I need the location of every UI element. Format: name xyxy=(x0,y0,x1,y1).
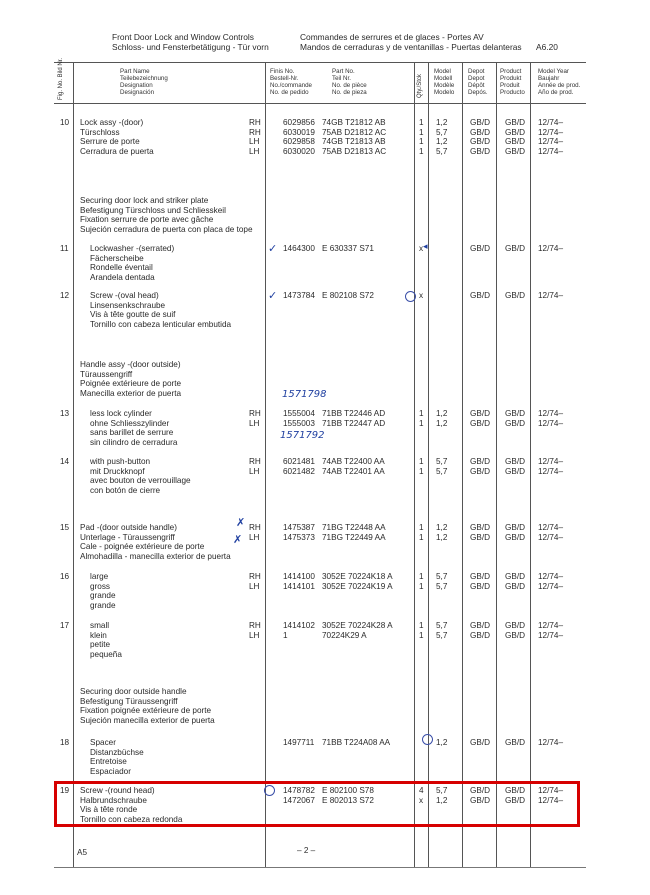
year-cell: 12/74– xyxy=(538,244,564,253)
col-finis-no: Finis No. Bestell-Nr. No./commande No. de pedido xyxy=(270,68,312,96)
year-cell: 12/74– xyxy=(538,795,564,805)
model-cell: 5,7 xyxy=(436,466,448,476)
part-name: sans barillet de serrure xyxy=(90,428,174,437)
part-name: Vis à tête ronde xyxy=(80,805,138,814)
depot-cell: GB/D xyxy=(470,118,491,127)
product-cell: GB/D xyxy=(505,738,526,747)
col-model: Model Modell Modèle Modelo xyxy=(434,68,455,96)
qty-cell: 1 xyxy=(419,137,424,146)
qty-cell: 1 xyxy=(419,572,424,581)
model-cell: 1,2 xyxy=(436,418,448,428)
title-en: Front Door Lock and Window Controls xyxy=(112,32,254,42)
part-name: ohne Schliesszylinder xyxy=(90,418,170,428)
depot-cell: GB/D xyxy=(470,466,491,476)
fig-number: 16 xyxy=(60,572,70,581)
qty-cell: 1 xyxy=(419,621,424,630)
side-label: LH xyxy=(249,137,260,146)
part-cell: E 802108 S72 xyxy=(322,291,374,300)
part-name: Distanzbüchse xyxy=(90,747,144,757)
header-bottom-rule xyxy=(54,103,586,104)
model-cell: 5,7 xyxy=(436,572,448,581)
finis-cell: 6021482 xyxy=(283,466,315,476)
part-name: Espaciador xyxy=(90,766,131,776)
product-cell: GB/D xyxy=(505,786,526,795)
part-name: Arandela dentada xyxy=(90,272,155,282)
fig-number: 10 xyxy=(60,118,70,127)
year-cell: 12/74– xyxy=(538,630,564,640)
depot-cell: GB/D xyxy=(470,621,491,630)
qty-cell: 1 xyxy=(419,146,424,156)
depot-cell: GB/D xyxy=(470,523,491,532)
part-cell: 74AB T22400 AA xyxy=(322,457,385,466)
year-cell: 12/74– xyxy=(538,581,564,591)
part-name: Unterlage - Türaussengriff xyxy=(80,532,175,542)
finis-cell: 6030019 xyxy=(283,127,315,137)
depot-cell: GB/D xyxy=(470,418,491,428)
fig-number: 14 xyxy=(60,457,70,466)
product-cell: GB/D xyxy=(505,291,526,300)
part-name: Almohadilla - manecilla exterior de puerta xyxy=(80,551,231,561)
depot-cell: GB/D xyxy=(470,409,491,418)
part-name: large xyxy=(90,572,109,581)
model-cell: 1,2 xyxy=(436,738,448,747)
part-name: Tornillo con cabeza redonda xyxy=(80,814,183,824)
title-es: Mandos de cerraduras y de ventanillas - Puertas delanteras xyxy=(300,42,522,52)
part-name: con botón de cierre xyxy=(90,485,161,495)
part-name: sin cilindro de cerradura xyxy=(90,437,178,447)
part-name: grande xyxy=(90,600,116,610)
depot-cell: GB/D xyxy=(470,244,491,253)
product-cell: GB/D xyxy=(505,466,526,476)
product-cell: GB/D xyxy=(505,127,526,137)
side-label: RH xyxy=(249,409,261,418)
finis-cell: 1414102 xyxy=(283,621,315,630)
part-name: Vis à tête goutte de suif xyxy=(90,310,176,319)
finis-cell: 1497711 xyxy=(283,738,315,747)
finis-cell: 6029856 xyxy=(283,118,315,127)
group-heading: Securing door lock and striker plate Befestigung Türschloss und Schliesskeil Fixation serrure de porte avec gâche Sujeción cerradura de puerta con placa de tope xyxy=(80,196,253,234)
part-cell: 71BB T224A08 AA xyxy=(322,738,391,747)
qty-cell: x xyxy=(419,795,424,805)
group-heading: Securing door outside handle Befestigung Türaussengriff Fixation poignée extérieure de porte Sujeción manecilla exterior de puerta xyxy=(80,687,215,725)
finis-cell: 1555003 xyxy=(283,418,315,428)
side-label: LH xyxy=(249,581,260,591)
fig-number: 11 xyxy=(60,244,69,253)
part-cell: 75AB D21813 AC xyxy=(322,146,387,156)
depot-cell: GB/D xyxy=(470,795,491,805)
part-name: Türschloss xyxy=(80,127,120,137)
qty-cell: 1 xyxy=(419,630,424,640)
finis-cell: 1473784 xyxy=(283,291,315,300)
product-cell: GB/D xyxy=(505,795,526,805)
model-cell: 5,7 xyxy=(436,127,448,137)
part-name: Linsensenkschraube xyxy=(90,300,166,310)
part-cell: 3052E 70224K19 A xyxy=(322,581,393,591)
part-name: Lockwasher -(serrated) xyxy=(90,244,175,253)
fig-number: 15 xyxy=(60,523,70,532)
part-cell: 74AB T22401 AA xyxy=(322,466,385,476)
depot-cell: GB/D xyxy=(470,581,491,591)
qty-cell: x xyxy=(419,244,424,253)
part-cell: 3052E 70224K28 A xyxy=(322,621,393,630)
depot-cell: GB/D xyxy=(470,786,491,795)
side-label: RH xyxy=(249,621,261,630)
product-cell: GB/D xyxy=(505,137,526,146)
model-cell: 1,2 xyxy=(436,532,448,542)
year-cell: 12/74– xyxy=(538,409,564,418)
year-cell: 12/74– xyxy=(538,786,564,795)
model-cell: 5,7 xyxy=(436,786,448,795)
finis-cell: 1555004 xyxy=(283,409,315,418)
finis-cell: 1414100 xyxy=(283,572,315,581)
fig-number: 18 xyxy=(60,738,70,747)
part-cell: 71BB T22447 AD xyxy=(322,418,386,428)
model-cell: 5,7 xyxy=(436,146,448,156)
year-cell: 12/74– xyxy=(538,621,564,630)
side-label: RH xyxy=(249,523,261,532)
fig-number: 12 xyxy=(60,291,70,300)
col-model-year: Model Year Baujahr Année de prod. Año de prod. xyxy=(538,68,581,96)
depot-cell: GB/D xyxy=(470,127,491,137)
model-cell: 1,2 xyxy=(436,409,448,418)
year-cell: 12/74– xyxy=(538,572,564,581)
model-cell: 5,7 xyxy=(436,581,448,591)
qty-cell: 1 xyxy=(419,418,424,428)
product-cell: GB/D xyxy=(505,457,526,466)
part-name: Cerradura de puerta xyxy=(80,146,154,156)
part-name: Serrure de porte xyxy=(80,137,140,146)
side-label: RH xyxy=(249,572,261,581)
year-cell: 12/74– xyxy=(538,137,564,146)
model-cell: 1,2 xyxy=(436,137,448,146)
fig-number: 17 xyxy=(60,621,70,630)
product-cell: GB/D xyxy=(505,532,526,542)
col-part-no: Part No. Teil Nr. No. de pièce No. de pieza xyxy=(332,68,367,96)
depot-cell: GB/D xyxy=(470,457,491,466)
part-name: Cale - poignée extérieure de porte xyxy=(80,542,205,551)
year-cell: 12/74– xyxy=(538,118,564,127)
finis-cell: 1472067 xyxy=(283,795,315,805)
product-cell: GB/D xyxy=(505,523,526,532)
side-label: LH xyxy=(249,418,260,428)
column-divider xyxy=(530,62,531,867)
product-cell: GB/D xyxy=(505,418,526,428)
year-cell: 12/74– xyxy=(538,418,564,428)
product-cell: GB/D xyxy=(505,581,526,591)
part-cell: E 802013 S72 xyxy=(322,795,374,805)
part-cell: 74GB T21812 AB xyxy=(322,118,386,127)
part-cell: 74GB T21813 AB xyxy=(322,137,386,146)
qty-cell: 1 xyxy=(419,457,424,466)
side-label: RH xyxy=(249,457,261,466)
part-name: petite xyxy=(90,640,111,649)
year-cell: 12/74– xyxy=(538,532,564,542)
product-cell: GB/D xyxy=(505,409,526,418)
qty-cell: 1 xyxy=(419,118,424,127)
side-label: RH xyxy=(249,127,261,137)
part-name: avec bouton de verrouillage xyxy=(90,476,191,485)
col-qty: Qty./Stck xyxy=(417,74,423,98)
finis-cell: 1475373 xyxy=(283,532,315,542)
column-divider xyxy=(496,62,497,867)
part-name: with push-button xyxy=(90,457,151,466)
part-cell: 71BG T22448 AA xyxy=(322,523,386,532)
year-cell: 12/74– xyxy=(538,146,564,156)
year-cell: 12/74– xyxy=(538,291,564,300)
finis-cell: 1464300 xyxy=(283,244,315,253)
product-cell: GB/D xyxy=(505,244,526,253)
qty-cell: 1 xyxy=(419,466,424,476)
qty-cell: 1 xyxy=(419,581,424,591)
qty-cell: 1 xyxy=(419,523,424,532)
part-name: pequeña xyxy=(90,649,122,659)
part-name: Tornillo con cabeza lenticular embutida xyxy=(90,319,232,329)
circle-mark-icon xyxy=(422,734,433,745)
table-bottom-rule xyxy=(54,867,586,868)
finis-cell: 6029858 xyxy=(283,137,315,146)
model-cell: 5,7 xyxy=(436,630,448,640)
fig-number: 13 xyxy=(60,409,70,418)
finis-cell: 6021481 xyxy=(283,457,315,466)
cross-mark-icon: ✗ xyxy=(233,533,243,546)
finis-cell: 1 xyxy=(283,630,288,640)
depot-cell: GB/D xyxy=(470,137,491,146)
section-code: A6.20 xyxy=(536,42,558,52)
part-cell: 71BB T22446 AD xyxy=(322,409,386,418)
depot-cell: GB/D xyxy=(470,572,491,581)
model-cell: 5,7 xyxy=(436,621,448,630)
col-fig-no: Fig. No. Bild Nr. xyxy=(58,57,64,100)
part-name: Lock assy -(door) xyxy=(80,118,144,127)
col-product: Product Produkt Produit Producto xyxy=(500,68,525,96)
year-cell: 12/74– xyxy=(538,466,564,476)
qty-cell: x xyxy=(419,291,424,300)
product-cell: GB/D xyxy=(505,118,526,127)
depot-cell: GB/D xyxy=(470,291,491,300)
side-label: LH xyxy=(249,532,260,542)
depot-cell: GB/D xyxy=(470,630,491,640)
title-fr: Commandes de serrures et de glaces - Portes AV xyxy=(300,32,484,42)
footer-code: A5 xyxy=(77,848,88,857)
depot-cell: GB/D xyxy=(470,738,491,747)
part-cell: 75AB D21812 AC xyxy=(322,127,387,137)
fig-number: 19 xyxy=(60,786,70,795)
part-name: Screw -(round head) xyxy=(80,786,155,795)
part-cell: 70224K29 A xyxy=(322,630,367,640)
part-cell: E 630337 S71 xyxy=(322,244,374,253)
finis-cell: 1414101 xyxy=(283,581,315,591)
qty-cell: 1 xyxy=(419,127,424,137)
page-number: – 2 – xyxy=(297,846,316,855)
finis-cell: 1478782 xyxy=(283,786,315,795)
product-cell: GB/D xyxy=(505,146,526,156)
part-name: Fächerscheibe xyxy=(90,253,144,263)
part-name: Halbrundschraube xyxy=(80,795,147,805)
part-name: mit Druckknopf xyxy=(90,466,145,476)
col-part-name: Part Name Teilebezeichnung Designation Designación xyxy=(120,68,168,96)
model-cell: 1,2 xyxy=(436,523,448,532)
circle-mark-icon xyxy=(405,291,416,302)
qty-cell: 1 xyxy=(419,532,424,542)
column-divider xyxy=(428,62,429,867)
part-name: small xyxy=(90,621,110,630)
year-cell: 12/74– xyxy=(538,457,564,466)
part-name: Spacer xyxy=(90,738,116,747)
side-label: LH xyxy=(249,466,260,476)
handwritten-note: 1571798 xyxy=(282,389,327,400)
part-cell: 71BG T22449 AA xyxy=(322,532,386,542)
check-mark-icon: ✓ xyxy=(268,242,278,255)
part-name: Rondelle éventail xyxy=(90,263,153,272)
check-mark-icon: ✓ xyxy=(268,289,278,302)
product-cell: GB/D xyxy=(505,621,526,630)
model-cell: 1,2 xyxy=(436,118,448,127)
qty-cell: 4 xyxy=(419,786,424,795)
year-cell: 12/74– xyxy=(538,127,564,137)
column-divider xyxy=(414,62,415,867)
product-cell: GB/D xyxy=(505,630,526,640)
cross-mark-icon: ✗ xyxy=(236,516,246,529)
part-name: less lock cylinder xyxy=(90,409,152,418)
column-divider xyxy=(265,62,266,867)
group-heading: Handle assy -(door outside) Türaussengriff Poignée extérieure de porte Manecilla exterior de puerta xyxy=(80,360,182,398)
side-label: RH xyxy=(249,118,261,127)
part-name: gross xyxy=(90,581,111,591)
column-divider xyxy=(462,62,463,867)
part-name: Screw -(oval head) xyxy=(90,291,159,300)
part-name: grande xyxy=(90,591,116,600)
table-top-rule xyxy=(54,62,586,63)
part-name: Pad -(door outside handle) xyxy=(80,523,177,532)
year-cell: 12/74– xyxy=(538,523,564,532)
finis-cell: 1475387 xyxy=(283,523,315,532)
model-cell: 1,2 xyxy=(436,795,448,805)
part-name: klein xyxy=(90,630,107,640)
part-cell: 3052E 70224K18 A xyxy=(322,572,393,581)
column-divider xyxy=(73,62,74,867)
depot-cell: GB/D xyxy=(470,146,491,156)
finis-cell: 6030020 xyxy=(283,146,315,156)
depot-cell: GB/D xyxy=(470,532,491,542)
year-cell: 12/74– xyxy=(538,738,564,747)
part-name: Entretoise xyxy=(90,757,127,766)
side-label: LH xyxy=(249,630,260,640)
qty-cell: 1 xyxy=(419,409,424,418)
side-label: LH xyxy=(249,146,260,156)
highlight-box xyxy=(54,781,580,827)
title-de: Schloss- und Fensterbetätigung - Tür vorn xyxy=(112,42,269,52)
product-cell: GB/D xyxy=(505,572,526,581)
arrow-left-icon: ◂ xyxy=(423,242,428,252)
col-depot: Depot Depot Dépôt Depós. xyxy=(468,68,488,96)
model-cell: 5,7 xyxy=(436,457,448,466)
part-cell: E 802100 S78 xyxy=(322,786,374,795)
handwritten-note: 1571792 xyxy=(280,430,325,441)
